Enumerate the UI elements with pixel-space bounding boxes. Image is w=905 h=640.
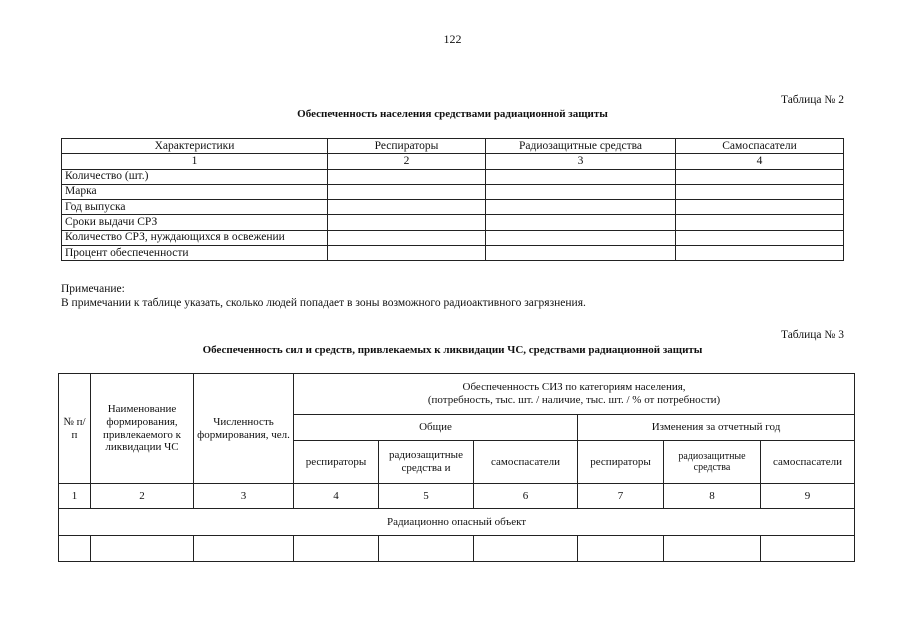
table2-cell xyxy=(676,200,844,215)
table2-cell xyxy=(328,230,486,245)
table3-empty-row xyxy=(59,536,855,562)
table3-leaf-header: самоспасатели xyxy=(474,441,578,484)
table2-header: Респираторы xyxy=(328,139,486,154)
table3-section-label: Радиационно опасный объект xyxy=(59,509,855,536)
table3-header-name: Наименование формирования, привлекаемого к ликвидации ЧС xyxy=(91,374,194,484)
table3-col-number: 3 xyxy=(194,484,294,509)
table2-header-row xyxy=(62,139,844,154)
table2-row xyxy=(62,184,844,199)
table3-col-number: 1 xyxy=(59,484,91,509)
table3-header-row-1 xyxy=(59,374,855,415)
table2-row-label: Сроки выдачи СРЗ xyxy=(62,215,328,230)
table2-header: Радиозащитные средства xyxy=(486,139,676,154)
table3-leaf-header: радиозащитные средства и xyxy=(379,441,474,484)
table3-cell xyxy=(91,536,194,562)
table3-group-header-line1: Обеспеченность СИЗ по категориям населения, xyxy=(462,381,686,394)
table2-row xyxy=(62,230,844,245)
table3-cell xyxy=(294,536,379,562)
table2-cell xyxy=(676,184,844,199)
table2-header: Самоспасатели xyxy=(676,139,844,154)
table2-cell xyxy=(328,169,486,184)
table3-cell xyxy=(578,536,664,562)
table2-cell xyxy=(676,169,844,184)
table3-leaf-header: респираторы xyxy=(578,441,664,484)
table2-cell xyxy=(328,215,486,230)
table3-cell xyxy=(379,536,474,562)
table3-col-number: 5 xyxy=(379,484,474,509)
table3-leaf-header: респираторы xyxy=(294,441,379,484)
table3-group-header xyxy=(294,374,855,415)
table2-cell xyxy=(676,246,844,261)
table2-cell xyxy=(676,230,844,245)
table2 xyxy=(61,138,844,261)
table3-leaf-header: радиозащитные средства xyxy=(664,441,761,484)
table2-cell xyxy=(486,169,676,184)
table3-title: Обеспеченность сил и средств, привлекаемых к ликвидации ЧС, средствами радиационной защиты xyxy=(202,344,703,356)
table2-row-label: Год выпуска xyxy=(62,200,328,215)
table2-cell xyxy=(486,200,676,215)
table2-col-number: 1 xyxy=(62,154,328,169)
table3-cell xyxy=(59,536,91,562)
page-number: 122 xyxy=(443,32,462,46)
table2-row xyxy=(62,246,844,261)
table3-header-count: Численность формирования, чел. xyxy=(194,374,294,484)
table3-leaf-header: самоспасатели xyxy=(761,441,855,484)
table3-col-number: 7 xyxy=(578,484,664,509)
table3-subheader-general: Общие xyxy=(294,415,578,441)
table2-row-label: Количество (шт.) xyxy=(62,169,328,184)
table3-col-number: 6 xyxy=(474,484,578,509)
table3-cell xyxy=(194,536,294,562)
table2-cell xyxy=(486,184,676,199)
table3 xyxy=(58,373,855,562)
table2-title: Обеспеченность населения средствами радиационной защиты xyxy=(297,108,608,120)
note-label: Примечание: xyxy=(61,283,125,295)
table2-cell xyxy=(486,215,676,230)
table3-header-number: № п/п xyxy=(59,374,91,484)
table3-number-row xyxy=(59,484,855,509)
table2-row xyxy=(62,169,844,184)
table2-cell xyxy=(328,246,486,261)
table2-header: Характеристики xyxy=(62,139,328,154)
table2-row-label: Процент обеспеченности xyxy=(62,246,328,261)
table3-col-number: 2 xyxy=(91,484,194,509)
table2-cell xyxy=(328,184,486,199)
table2-caption: Таблица № 2 xyxy=(780,94,844,106)
table2-col-number: 4 xyxy=(676,154,844,169)
table2-cell xyxy=(486,230,676,245)
table3-group-header-line2: (потребность, тыс. шт. / наличие, тыс. шт. / % от потребности) xyxy=(427,394,721,406)
table2-col-number: 3 xyxy=(486,154,676,169)
table3-section-row xyxy=(59,509,855,536)
table2-number-row xyxy=(62,154,844,169)
table2-row-label: Марка xyxy=(62,184,328,199)
table3-subheader-changes: Изменения за отчетный год xyxy=(578,415,855,441)
table2-row-label: Количество СРЗ, нуждающихся в освежении xyxy=(62,230,328,245)
table2-row xyxy=(62,200,844,215)
table3-cell xyxy=(474,536,578,562)
table2-cell xyxy=(328,200,486,215)
table3-col-number: 8 xyxy=(664,484,761,509)
table2-col-number: 2 xyxy=(328,154,486,169)
table2-row xyxy=(62,215,844,230)
table3-caption: Таблица № 3 xyxy=(780,329,844,341)
table3-col-number: 4 xyxy=(294,484,379,509)
table3-cell xyxy=(664,536,761,562)
table3-col-number: 9 xyxy=(761,484,855,509)
table2-cell xyxy=(486,246,676,261)
table3-cell xyxy=(761,536,855,562)
note-text: В примечании к таблице указать, сколько людей попадает в зоны возможного радиоактивного загрязнения. xyxy=(61,297,586,309)
table2-cell xyxy=(676,215,844,230)
